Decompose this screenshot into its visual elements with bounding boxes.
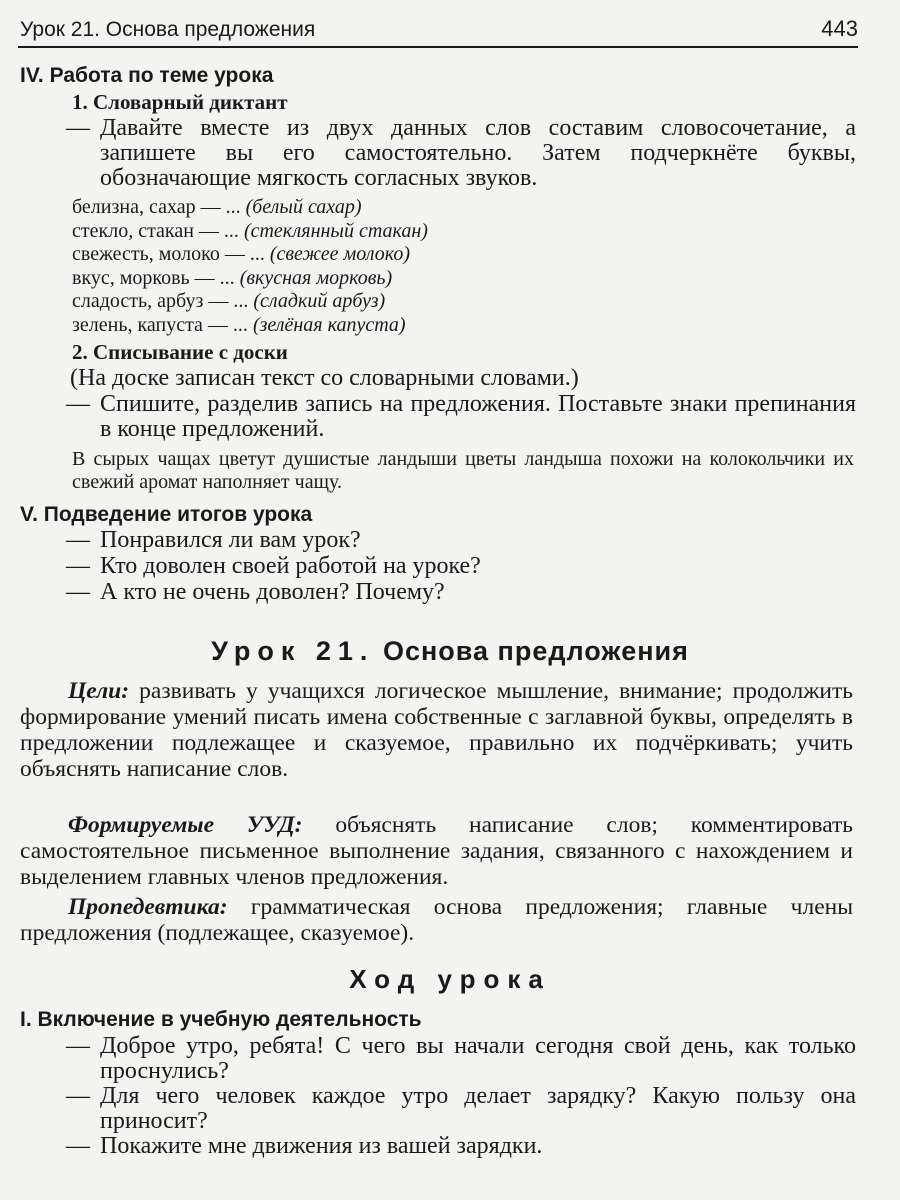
goals-paragraph [20,678,853,782]
dash: — [66,1133,90,1159]
word-pair-words: свежесть, молоко — ... [72,243,270,265]
word-pair [72,243,632,267]
summary-question [66,554,856,579]
summary-question-text: Понравился ли вам урок? [100,527,361,553]
word-pair [72,220,632,244]
propaedeutics-label: Пропедевтика: [68,894,228,920]
word-pair-words: белизна, сахар — ... [72,196,246,218]
dash: — [66,527,90,553]
intro-line [66,1084,856,1134]
word-pair [72,196,632,220]
dictation-heading: 1. Словарный диктант [72,90,288,114]
running-header-title: Урок 21. Основа предложения [20,18,316,41]
dash: — [66,1033,90,1059]
word-pair-answer: (вкусная морковь) [239,266,393,289]
word-pair-words: сладость, арбуз — ... [72,290,254,312]
page-number: 443 [821,16,858,41]
word-pair-words: зелень, капуста — ... [72,313,253,336]
word-pair-answer: (стеклянный стакан) [243,219,428,242]
goals-text: развивать у учащихся логическое мышление, внимание; продолжить формирование умений писать имена собственные с заглавной буквы, определять в предложении подлежащее и сказуемое, правильно их подчёркивать; учить объяснять написание слов. [20,678,853,782]
lesson-title-rest: Основа предложения [374,636,689,666]
lesson-title-prefix: Урок 21. [211,636,375,666]
copying-instruction [66,392,856,442]
word-pair-answer: (свежее молоко) [269,243,411,265]
copying-instruction-text: Спишите, разделив запись на предложения. Поставьте знаки препинания в конце предложений. [100,391,856,442]
propaedeutics-text: грамматическая основа предложения; главные члены предложения (подлежащее, сказуемое). [20,894,853,946]
uud-label: Формируемые УУД: [68,812,303,838]
word-pair-answer: (белый сахар) [245,196,362,218]
uud-paragraph [20,812,853,890]
uud-text: объяснять написание слов; комментировать самостоятельное письменное выполнение задания, связанного с нахождением и выделением главных членов предложения. [20,812,854,890]
word-pair [72,290,632,314]
intro-line [66,1134,856,1159]
dash: — [66,1083,90,1109]
board-text: В сырых чащах цветут душистые ландыши цветы ландыша похожи на колокольчики их свежий аромат наполняет чащу. [72,448,854,493]
summary-question [66,580,856,605]
lesson-course-heading: Ход урока [349,964,551,994]
dash: — [66,553,90,579]
summary-question-text: А кто не очень доволен? Почему? [100,579,445,605]
intro-line-text: Покажите мне движения из вашей зарядки. [100,1133,543,1159]
dictation-instruction [66,116,856,191]
section-v-heading: V. Подведение итогов урока [20,503,313,526]
propaedeutics-paragraph [20,894,853,946]
summary-question-text: Кто доволен своей работой на уроке? [100,553,481,579]
word-pair-answer: (сладкий арбуз) [253,290,386,312]
section-iv-heading: IV. Работа по теме урока [20,64,274,87]
summary-question [66,528,856,553]
copying-heading: 2. Списывание с доски [72,340,288,364]
section-i-heading: I. Включение в учебную деятельность [20,1008,422,1031]
copying-note: (На доске записан текст со словарными словами.) [70,365,579,391]
lesson-title [0,636,900,667]
dash: — [66,115,90,141]
dictation-instruction-text: Давайте вместе из двух данных слов составим словосочетание, а запишете вы его самостоятельно. Затем подчеркнёте буквы, обозначающие мягкость согласных звуков. [100,115,856,191]
word-pair-list [72,196,632,337]
intro-line-text: Для чего человек каждое утро делает зарядку? Какую пользу она приносит? [100,1083,856,1134]
word-pair-words: вкус, морковь — ... [72,266,240,289]
intro-line-text: Доброе утро, ребята! С чего вы начали сегодня свой день, как только проснулись? [100,1033,856,1084]
goals-label: Цели: [68,678,130,704]
intro-line [66,1034,856,1084]
dash: — [66,391,90,417]
word-pair [72,314,632,338]
word-pair-answer: (зелёная капуста) [252,313,406,336]
running-header [18,14,858,48]
word-pair [72,267,632,291]
dash: — [66,579,90,605]
word-pair-words: стекло, стакан — ... [72,219,244,242]
